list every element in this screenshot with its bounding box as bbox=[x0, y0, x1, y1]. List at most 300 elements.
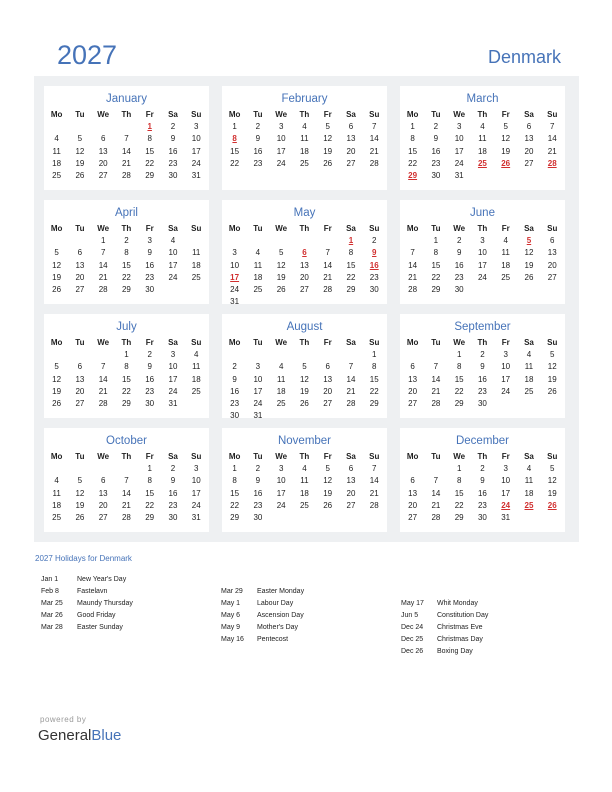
day-cell: 3 bbox=[194, 464, 199, 474]
weekday-header bbox=[223, 109, 386, 121]
day-cell: 13 bbox=[346, 476, 356, 486]
day-cell bbox=[339, 349, 362, 361]
day-cell: 20 bbox=[346, 146, 356, 156]
day-cell: 5 bbox=[278, 248, 284, 258]
holiday-day-cell: 26 bbox=[547, 500, 557, 510]
day-cell: 13 bbox=[98, 488, 108, 498]
week-row bbox=[45, 398, 208, 410]
week-row bbox=[223, 374, 386, 386]
day-cell: 2 bbox=[147, 350, 152, 360]
holiday-day-cell: 9 bbox=[372, 248, 377, 258]
day-cell: 8 bbox=[456, 476, 462, 486]
day-cell: 27 bbox=[524, 158, 534, 168]
holiday-item bbox=[221, 598, 304, 610]
holidays-title: 2027 Holidays for Denmark bbox=[35, 554, 132, 563]
month-title: January bbox=[106, 93, 147, 105]
day-cell: 6 bbox=[348, 122, 354, 132]
day-cell: 6 bbox=[410, 362, 415, 372]
week-row bbox=[223, 361, 386, 373]
holiday-date: May 9 bbox=[221, 624, 241, 631]
month-may bbox=[222, 200, 387, 307]
day-cell: 9 bbox=[147, 362, 152, 372]
day-cell: 18 bbox=[477, 146, 487, 156]
day-cell: 13 bbox=[346, 134, 356, 144]
month-grid bbox=[401, 109, 564, 182]
day-cell: 17 bbox=[501, 374, 511, 384]
day-cell bbox=[293, 410, 316, 422]
month-grid bbox=[401, 337, 564, 410]
day-cell: 12 bbox=[75, 488, 85, 498]
brand-logo[interactable] bbox=[38, 727, 121, 744]
holiday-item bbox=[401, 598, 488, 610]
holiday-date: May 1 bbox=[221, 600, 241, 607]
weekday-header bbox=[45, 451, 208, 463]
weekday-label: We bbox=[453, 338, 466, 347]
weekday-label: Mo bbox=[406, 338, 419, 347]
day-cell: 15 bbox=[369, 374, 379, 384]
week-row bbox=[401, 488, 564, 500]
weekday-header bbox=[45, 223, 208, 235]
day-cell: 21 bbox=[431, 500, 441, 510]
day-cell: 28 bbox=[323, 284, 333, 294]
day-cell: 31 bbox=[230, 297, 240, 307]
holiday-day-cell: 29 bbox=[408, 170, 418, 180]
weekday-label: Su bbox=[547, 452, 558, 461]
holiday-day-cell: 17 bbox=[230, 272, 240, 282]
week-row bbox=[401, 133, 564, 145]
day-cell: 4 bbox=[194, 350, 199, 360]
day-cell: 5 bbox=[77, 134, 83, 144]
week-row bbox=[401, 158, 564, 170]
day-cell: 26 bbox=[524, 272, 534, 282]
weekday-label: Mo bbox=[50, 224, 63, 233]
week-row bbox=[45, 235, 208, 247]
holiday-name: Pentecost bbox=[257, 636, 289, 643]
day-cell: 3 bbox=[503, 464, 508, 474]
day-cell: 22 bbox=[369, 386, 379, 396]
weekday-label: Fr bbox=[145, 224, 154, 233]
weekday-label: Fr bbox=[501, 452, 510, 461]
day-cell: 2 bbox=[255, 464, 261, 474]
week-row bbox=[45, 386, 208, 398]
holiday-name: Easter Monday bbox=[257, 588, 305, 595]
day-cell: 30 bbox=[168, 170, 178, 180]
day-cell: 20 bbox=[98, 500, 108, 510]
day-cell: 1 bbox=[147, 464, 152, 474]
day-cell: 24 bbox=[230, 284, 240, 294]
day-cell: 3 bbox=[232, 248, 237, 258]
day-cell: 21 bbox=[547, 146, 557, 156]
day-cell: 14 bbox=[431, 488, 441, 498]
week-row bbox=[45, 146, 208, 158]
day-cell bbox=[246, 235, 269, 247]
day-cell bbox=[339, 512, 362, 524]
day-cell bbox=[424, 463, 447, 475]
day-cell: 5 bbox=[302, 362, 307, 372]
day-cell: 14 bbox=[98, 260, 108, 270]
month-grid bbox=[45, 337, 208, 410]
day-cell: 10 bbox=[477, 248, 487, 258]
day-cell: 22 bbox=[121, 386, 131, 396]
day-cell: 21 bbox=[369, 488, 379, 498]
holiday-name: Maundy Thursday bbox=[77, 600, 133, 607]
weekday-header bbox=[223, 223, 386, 235]
day-cell bbox=[45, 235, 68, 247]
day-cell: 6 bbox=[100, 134, 106, 144]
day-cell: 1 bbox=[433, 236, 439, 246]
day-cell: 21 bbox=[431, 386, 441, 396]
weekday-label: Th bbox=[121, 110, 132, 119]
week-row bbox=[45, 500, 208, 512]
day-cell: 19 bbox=[52, 386, 62, 396]
month-august bbox=[222, 314, 387, 421]
week-row bbox=[401, 398, 564, 410]
weekday-label: Th bbox=[121, 338, 132, 347]
weekday-label: Su bbox=[191, 224, 202, 233]
holiday-item bbox=[221, 586, 304, 598]
week-row bbox=[45, 260, 208, 272]
day-cell: 29 bbox=[230, 512, 240, 522]
day-cell: 9 bbox=[255, 476, 261, 486]
day-cell: 4 bbox=[54, 134, 59, 144]
day-cell bbox=[92, 463, 115, 475]
week-row bbox=[45, 512, 208, 524]
day-cell: 4 bbox=[255, 248, 261, 258]
day-cell bbox=[401, 235, 424, 247]
day-cell: 24 bbox=[168, 386, 178, 396]
weekday-label: Sa bbox=[346, 452, 356, 461]
weekday-label: Th bbox=[299, 452, 310, 461]
weekday-label: Fr bbox=[501, 224, 510, 233]
day-cell bbox=[270, 410, 293, 422]
day-cell: 1 bbox=[372, 350, 377, 360]
day-cell: 9 bbox=[170, 134, 176, 144]
day-cell: 11 bbox=[524, 362, 534, 372]
day-cell: 1 bbox=[410, 122, 415, 132]
week-row bbox=[401, 247, 564, 259]
day-cell bbox=[185, 398, 208, 410]
week-row bbox=[45, 374, 208, 386]
week-row bbox=[223, 133, 386, 145]
day-cell: 8 bbox=[124, 248, 129, 258]
month-april bbox=[44, 200, 209, 304]
day-cell: 3 bbox=[255, 362, 261, 372]
month-december bbox=[400, 428, 565, 532]
day-cell: 11 bbox=[300, 476, 309, 486]
day-cell: 29 bbox=[454, 512, 464, 522]
weekday-label: Mo bbox=[50, 452, 63, 461]
week-row bbox=[223, 398, 386, 410]
weekday-label: Mo bbox=[50, 110, 63, 119]
day-cell: 11 bbox=[52, 488, 61, 498]
holiday-date: Jun 5 bbox=[401, 612, 419, 619]
holiday-day-cell: 25 bbox=[524, 500, 534, 510]
holiday-day-cell: 28 bbox=[547, 158, 557, 168]
day-cell: 24 bbox=[276, 500, 286, 510]
weekday-label: Su bbox=[547, 224, 558, 233]
day-cell: 20 bbox=[299, 272, 309, 282]
weekday-label: Tu bbox=[253, 110, 263, 119]
day-cell: 19 bbox=[547, 374, 557, 384]
weekday-header bbox=[401, 451, 564, 463]
holiday-item bbox=[401, 634, 488, 646]
day-cell bbox=[471, 170, 494, 182]
day-cell: 20 bbox=[547, 260, 557, 270]
day-cell: 23 bbox=[431, 158, 441, 168]
weekday-label: Tu bbox=[253, 338, 263, 347]
day-cell: 3 bbox=[147, 236, 152, 246]
day-cell: 5 bbox=[54, 362, 59, 372]
weekday-label: Mo bbox=[228, 452, 241, 461]
weekday-label: Tu bbox=[431, 452, 441, 461]
weekday-label: Su bbox=[369, 338, 380, 347]
weekday-label: Sa bbox=[168, 338, 178, 347]
day-cell: 15 bbox=[454, 488, 464, 498]
holiday-item bbox=[41, 598, 133, 610]
weekday-label: We bbox=[97, 338, 110, 347]
day-cell: 4 bbox=[170, 236, 176, 246]
day-cell bbox=[316, 410, 339, 422]
day-cell: 6 bbox=[100, 476, 106, 486]
day-cell: 25 bbox=[276, 398, 286, 408]
day-cell: 12 bbox=[524, 248, 534, 258]
week-row bbox=[45, 349, 208, 361]
day-cell: 26 bbox=[75, 170, 85, 180]
month-title: October bbox=[106, 435, 147, 447]
day-cell: 17 bbox=[454, 146, 464, 156]
holiday-item bbox=[221, 610, 304, 622]
day-cell: 27 bbox=[408, 512, 418, 522]
day-cell: 14 bbox=[408, 260, 418, 270]
holiday-date: May 6 bbox=[221, 612, 241, 619]
holiday-name: Labour Day bbox=[257, 600, 294, 607]
day-cell: 15 bbox=[431, 260, 441, 270]
day-cell: 10 bbox=[191, 134, 201, 144]
day-cell: 15 bbox=[121, 260, 131, 270]
day-cell: 3 bbox=[170, 350, 176, 360]
day-cell bbox=[363, 296, 386, 308]
day-cell: 11 bbox=[253, 260, 263, 270]
holiday-date: Feb 8 bbox=[41, 588, 59, 595]
day-cell: 20 bbox=[524, 146, 534, 156]
day-cell: 12 bbox=[323, 134, 333, 144]
day-cell: 2 bbox=[170, 122, 176, 132]
day-cell: 1 bbox=[124, 350, 129, 360]
weekday-header bbox=[401, 223, 564, 235]
holiday-item bbox=[41, 622, 133, 634]
weekday-label: We bbox=[275, 338, 288, 347]
weekday-label: Sa bbox=[346, 224, 356, 233]
holiday-name: Mother's Day bbox=[257, 624, 299, 631]
day-cell: 8 bbox=[232, 476, 237, 486]
day-cell: 23 bbox=[230, 398, 240, 408]
day-cell: 17 bbox=[191, 146, 201, 156]
day-cell: 25 bbox=[191, 386, 201, 396]
weekday-header bbox=[401, 109, 564, 121]
day-cell bbox=[494, 398, 517, 410]
day-cell: 29 bbox=[454, 398, 464, 408]
day-cell: 20 bbox=[346, 488, 356, 498]
day-cell bbox=[270, 512, 293, 524]
day-cell: 8 bbox=[456, 362, 462, 372]
day-cell: 4 bbox=[54, 476, 59, 486]
month-october bbox=[44, 428, 209, 532]
holiday-date: Dec 26 bbox=[401, 648, 424, 655]
day-cell: 8 bbox=[124, 362, 129, 372]
day-cell: 30 bbox=[477, 398, 487, 408]
holiday-name: New Year's Day bbox=[77, 576, 127, 583]
day-cell: 15 bbox=[121, 374, 131, 384]
day-cell: 18 bbox=[276, 386, 286, 396]
day-cell: 4 bbox=[526, 464, 532, 474]
day-cell: 22 bbox=[145, 500, 155, 510]
day-cell: 9 bbox=[170, 476, 176, 486]
day-cell bbox=[316, 235, 339, 247]
day-cell: 19 bbox=[524, 260, 534, 270]
day-cell: 11 bbox=[52, 146, 61, 156]
day-cell: 2 bbox=[480, 350, 485, 360]
day-cell: 23 bbox=[168, 158, 178, 168]
day-cell: 28 bbox=[369, 158, 379, 168]
day-cell: 12 bbox=[75, 146, 85, 156]
holiday-date: May 16 bbox=[221, 636, 244, 643]
day-cell bbox=[185, 235, 208, 247]
day-cell: 12 bbox=[52, 260, 62, 270]
brand-general: General bbox=[38, 727, 92, 744]
day-cell: 6 bbox=[77, 248, 83, 258]
weekday-label: We bbox=[97, 224, 110, 233]
day-cell: 31 bbox=[191, 512, 201, 522]
day-cell: 24 bbox=[168, 272, 178, 282]
day-cell: 15 bbox=[230, 488, 240, 498]
weekday-label: We bbox=[275, 224, 288, 233]
holiday-day-cell: 1 bbox=[348, 236, 354, 246]
week-row bbox=[223, 488, 386, 500]
day-cell: 7 bbox=[100, 248, 106, 258]
day-cell: 13 bbox=[98, 146, 108, 156]
day-cell: 13 bbox=[75, 374, 85, 384]
day-cell bbox=[401, 349, 424, 361]
day-cell: 21 bbox=[98, 272, 108, 282]
day-cell: 20 bbox=[75, 272, 85, 282]
week-row bbox=[223, 386, 386, 398]
day-cell: 25 bbox=[52, 512, 62, 522]
day-cell: 22 bbox=[230, 500, 240, 510]
weekday-label: Su bbox=[191, 338, 202, 347]
day-cell: 25 bbox=[524, 386, 534, 396]
weekday-label: Sa bbox=[346, 338, 356, 347]
weekday-label: Tu bbox=[75, 224, 85, 233]
day-cell: 19 bbox=[299, 386, 309, 396]
day-cell: 22 bbox=[145, 158, 155, 168]
day-cell: 26 bbox=[547, 386, 557, 396]
day-cell: 2 bbox=[433, 122, 439, 132]
month-title: September bbox=[454, 321, 511, 333]
day-cell: 7 bbox=[372, 464, 377, 474]
year-title: 2027 bbox=[57, 40, 118, 70]
holiday-name: Ascension Day bbox=[257, 612, 304, 619]
day-cell: 7 bbox=[100, 362, 106, 372]
week-row bbox=[223, 349, 386, 361]
day-cell bbox=[185, 284, 208, 296]
holiday-name: Whit Monday bbox=[437, 600, 478, 607]
day-cell: 10 bbox=[276, 476, 286, 486]
weekday-label: We bbox=[453, 452, 466, 461]
week-row bbox=[401, 146, 564, 158]
day-cell: 1 bbox=[232, 464, 237, 474]
holiday-date: Dec 25 bbox=[401, 636, 424, 643]
day-cell: 20 bbox=[98, 158, 108, 168]
weekday-label: Mo bbox=[406, 224, 419, 233]
day-cell: 22 bbox=[454, 386, 464, 396]
day-cell: 16 bbox=[477, 488, 487, 498]
day-cell: 4 bbox=[278, 362, 284, 372]
week-row bbox=[223, 247, 386, 259]
day-cell: 18 bbox=[52, 500, 62, 510]
weekday-label: Mo bbox=[50, 338, 63, 347]
day-cell: 15 bbox=[408, 146, 418, 156]
day-cell: 14 bbox=[346, 374, 356, 384]
day-cell: 29 bbox=[431, 284, 441, 294]
day-cell bbox=[339, 296, 362, 308]
day-cell bbox=[339, 410, 362, 422]
day-cell: 22 bbox=[121, 272, 131, 282]
day-cell: 5 bbox=[550, 464, 555, 474]
day-cell: 28 bbox=[121, 512, 131, 522]
day-cell: 21 bbox=[121, 500, 131, 510]
holiday-name: Boxing Day bbox=[437, 648, 473, 655]
day-cell: 14 bbox=[98, 374, 108, 384]
day-cell bbox=[363, 512, 386, 524]
day-cell: 3 bbox=[278, 122, 284, 132]
week-row bbox=[401, 374, 564, 386]
day-cell bbox=[494, 284, 517, 296]
month-title: November bbox=[277, 435, 332, 447]
day-cell: 27 bbox=[346, 158, 356, 168]
day-cell: 6 bbox=[77, 362, 83, 372]
weekday-label: Th bbox=[477, 110, 488, 119]
day-cell: 10 bbox=[276, 134, 286, 144]
day-cell: 11 bbox=[300, 134, 309, 144]
weekday-header bbox=[223, 337, 386, 349]
day-cell bbox=[270, 296, 293, 308]
month-january bbox=[44, 86, 209, 190]
day-cell: 18 bbox=[524, 488, 534, 498]
day-cell: 8 bbox=[433, 248, 439, 258]
weekday-label: Th bbox=[121, 224, 132, 233]
day-cell: 20 bbox=[408, 500, 418, 510]
day-cell: 9 bbox=[480, 476, 485, 486]
holiday-column bbox=[221, 586, 304, 646]
day-cell: 7 bbox=[348, 362, 354, 372]
month-grid bbox=[45, 451, 208, 524]
day-cell: 19 bbox=[75, 500, 85, 510]
week-row bbox=[45, 158, 208, 170]
day-cell: 16 bbox=[253, 488, 263, 498]
weekday-label: Mo bbox=[406, 110, 419, 119]
day-cell: 13 bbox=[547, 248, 557, 258]
weekday-label: Fr bbox=[501, 110, 510, 119]
day-cell: 21 bbox=[408, 272, 418, 282]
holiday-day-cell: 6 bbox=[302, 248, 307, 258]
week-row bbox=[223, 284, 386, 296]
week-row bbox=[401, 475, 564, 487]
day-cell bbox=[115, 121, 138, 133]
holiday-day-cell: 25 bbox=[477, 158, 487, 168]
weekday-header bbox=[401, 337, 564, 349]
day-cell: 28 bbox=[346, 398, 356, 408]
day-cell: 7 bbox=[372, 122, 377, 132]
